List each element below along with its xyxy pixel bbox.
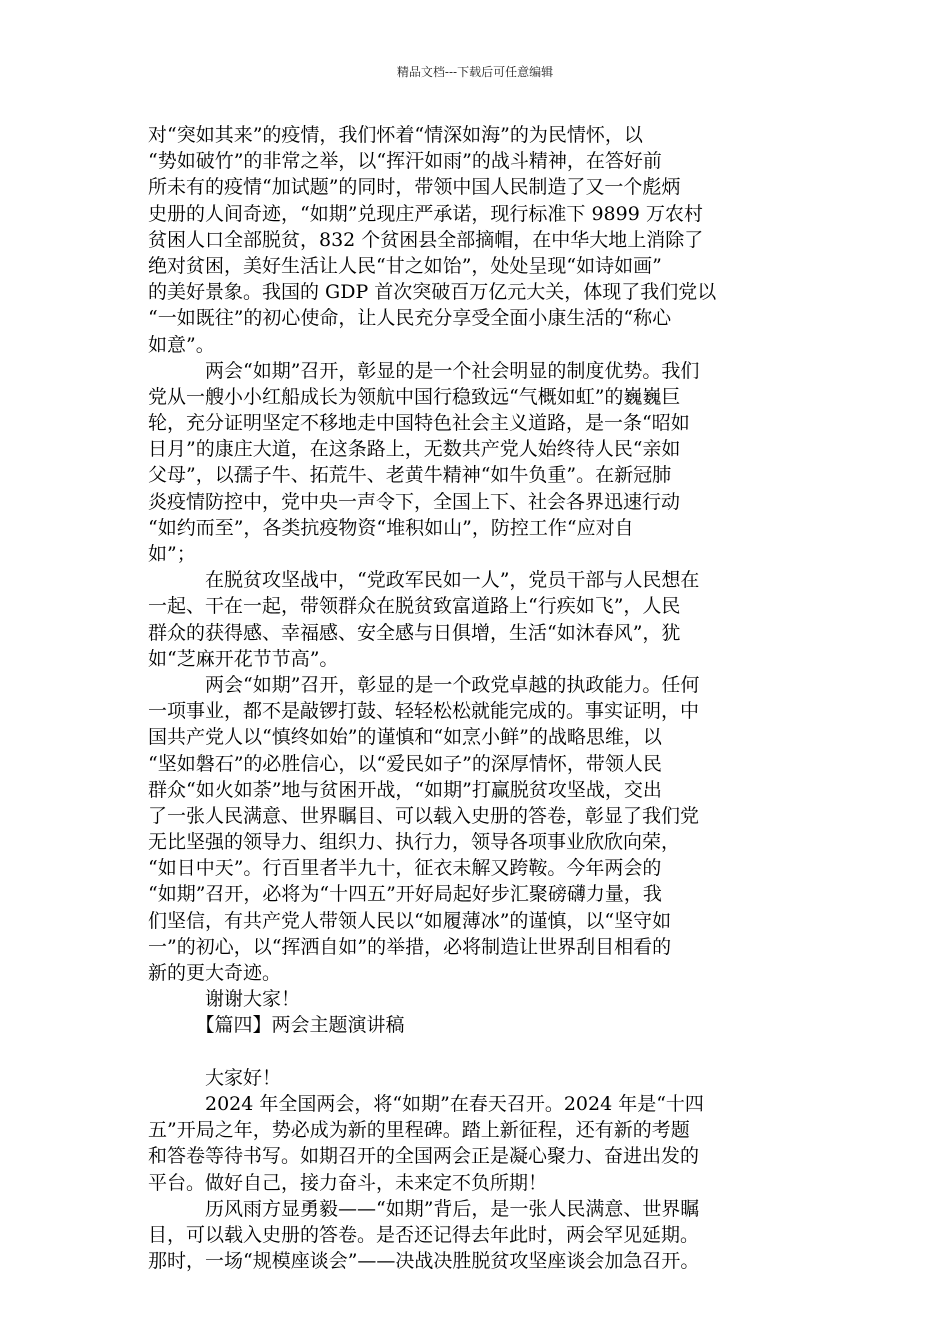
text-line: “如期”召开，必将为“十四五”开好局起好步汇聚磅礴力量，我: [148, 883, 662, 906]
text-line: 炎疫情防控中，党中央一声令下，全国上下、社会各界迅速行动: [148, 490, 681, 513]
text-line: 一起、干在一起，带领群众在脱贫致富道路上“行疾如飞”，人民: [148, 595, 681, 618]
text-line: 一”的初心，以“挥洒自如”的举措，必将制造让世界刮目相看的: [148, 935, 672, 958]
text-line: 国共产党人以“慎终如始”的谨慎和“如烹小鲜”的战略思维，以: [148, 726, 662, 749]
text-line: 们坚信，有共产党人带领人民以“如履薄冰”的谨慎，以“坚守如: [148, 909, 672, 932]
text-line: 谢谢大家！: [148, 988, 301, 1011]
text-line: 五”开局之年，势必成为新的里程碑。踏上新征程，还有新的考题: [148, 1119, 690, 1142]
text-line: 无比坚强的领导力、组织力、执行力，领导各项事业欣欣向荣，: [148, 831, 681, 854]
text-line: 那时，一场“规模座谈会”——决战决胜脱贫攻坚座谈会加急召开。: [148, 1250, 700, 1273]
blank-line: [148, 1039, 822, 1065]
text-line: 在脱贫攻坚战中，“党政军民如一人”，党员干部与人民想在: [148, 569, 700, 592]
text-line: 党从一艘小小红船成长为领航中国行稳致远“气概如虹”的巍巍巨: [148, 385, 681, 408]
text-line: 了一张人民满意、世界瞩目、可以载入史册的答卷，彰显了我们党: [148, 804, 700, 827]
text-line: 平台。做好自己，接力奋斗，未来定不负所期！: [148, 1171, 548, 1194]
text-line: “如日中天”。行百里者半九十，征衣未解又跨鞍。今年两会的: [148, 857, 662, 880]
text-line: 群众的获得感、幸福感、安全感与日俱增，生活“如沐春风”，犹: [148, 621, 681, 644]
text-line: 贫困人口全部脱贫，832 个贫困县全部摘帽，在中华大地上消除了: [148, 228, 704, 251]
text-line: 父母”，以孺子牛、拓荒牛、老黄牛精神“如牛负重”。在新冠肺: [148, 464, 672, 487]
text-line: 【篇四】两会主题演讲稿: [148, 1014, 405, 1037]
text-line: 所未有的疫情“加试题”的同时，带领中国人民制造了又一个彪炳: [148, 176, 681, 199]
text-line: “势如破竹”的非常之举，以“挥汗如雨”的战斗精神，在答好前: [148, 150, 662, 173]
text-line: 群众“如火如荼”地与贫困开战，“如期”打赢脱贫攻坚战，交出: [148, 778, 662, 801]
text-line: 的美好景象。我国的 GDP 首次突破百万亿元大关，体现了我们党以: [148, 281, 717, 304]
text-line: 和答卷等待书写。如期召开的全国两会正是凝心聚力、奋进出发的: [148, 1145, 700, 1168]
text-line: 轮，充分证明坚定不移地走中国特色社会主义道路，是一条“昭如: [148, 412, 690, 435]
text-line: 日月”的康庄大道，在这条路上，无数共产党人始终待人民“亲如: [148, 438, 681, 461]
text-line: “坚如磐石”的必胜信心，以“爱民如子”的深厚情怀，带领人民: [148, 752, 662, 775]
text-line: 史册的人间奇迹，“如期”兑现庄严承诺，现行标准下 9899 万农村: [148, 202, 703, 225]
text-line: 新的更大奇迹。: [148, 962, 282, 984]
text-line: 如”；: [148, 543, 196, 565]
text-line: 一项事业，都不是敲锣打鼓、轻轻松松就能完成的。事实证明，中: [148, 700, 700, 723]
document-body: [148, 122, 822, 1274]
page-header: 精品文档---下载后可任意编辑: [396, 65, 554, 79]
text-line: 大家好！: [148, 1066, 282, 1089]
text-line: 两会“如期”召开，彰显的是一个社会明显的制度优势。我们: [148, 359, 700, 382]
text-line: “如约而至”，各类抗疫物资“堆积如山”，防控工作“应对自: [148, 516, 634, 539]
text-line: 绝对贫困，美好生活让人民“甘之如饴”，处处呈现“如诗如画”: [148, 254, 662, 277]
text-line: 两会“如期”召开，彰显的是一个政党卓越的执政能力。任何: [148, 673, 700, 696]
text-line: 如意”。: [148, 333, 215, 356]
text-line: 历风雨方显勇毅——“如期”背后，是一张人民满意、世界瞩: [148, 1197, 700, 1220]
text-line: 2024 年全国两会，将“如期”在春天召开。2024 年是“十四: [148, 1092, 704, 1115]
text-line: 如“芝麻开花节节高”。: [148, 647, 339, 670]
text-line: “一如既往”的初心使命，让人民充分享受全面小康生活的“称心: [148, 307, 672, 330]
text-line: 对“突如其来”的疫情，我们怀着“情深如海”的为民情怀，以: [148, 124, 643, 146]
text-line: 目，可以载入史册的答卷。是否还记得去年此时，两会罕见延期。: [148, 1223, 700, 1246]
